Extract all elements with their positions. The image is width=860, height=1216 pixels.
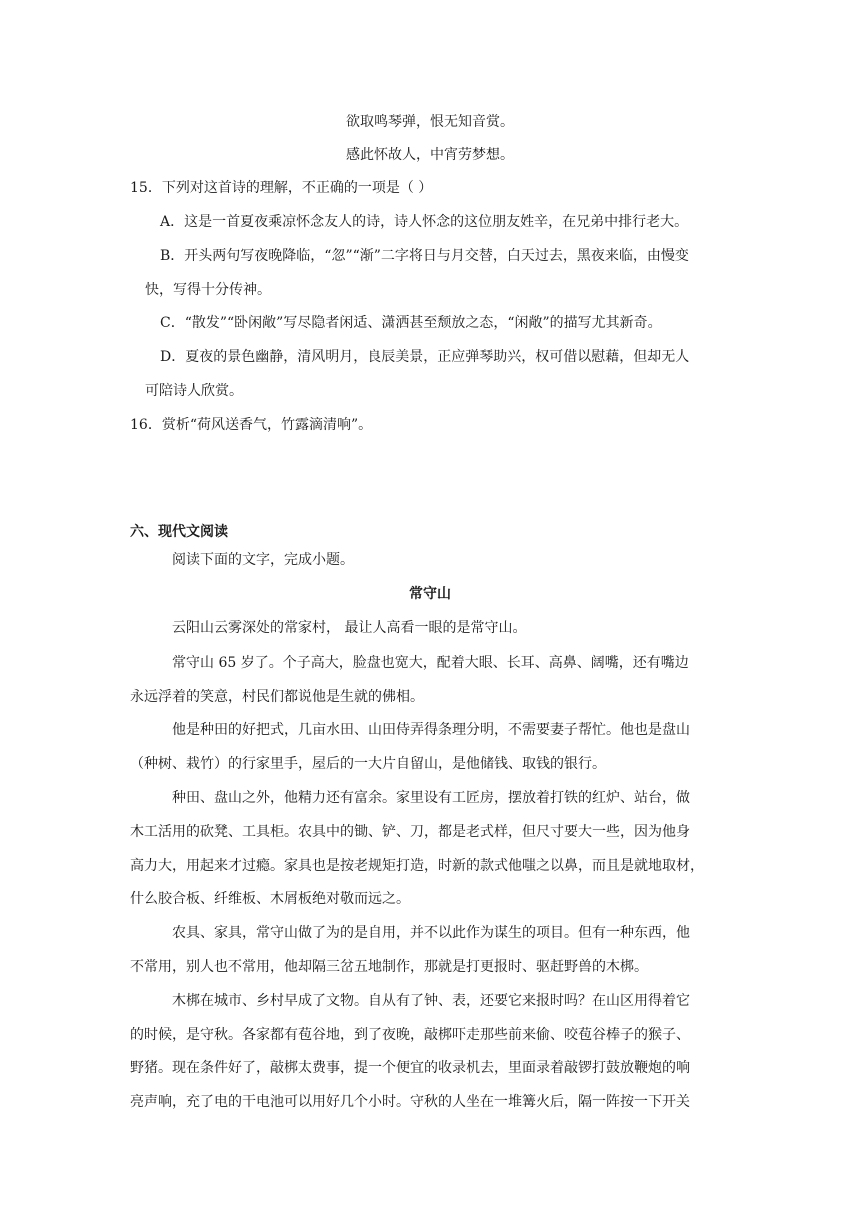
paragraph-line: 种田、盘山之外，他精力还有富余。家里设有工匠房，摆放着打铁的红炉、站台，做 — [172, 790, 690, 806]
paragraph-line: 农具、家具，常守山做了为的是自用，并不以此作为谋生的项目。但有一种东西，他 — [172, 925, 690, 941]
paragraph-line: 永远浮着的笑意，村民们都说他是生就的佛相。 — [130, 689, 424, 705]
section-instruction: 阅读下面的文字，完成小题。 — [172, 552, 354, 568]
paragraph-line: 常守山 65 岁了。个子高大，脸盘也宽大，配着大眼、长耳、高鼻、阔嘴，还有嘴边 — [172, 655, 689, 671]
poem-line-1: 欲取鸣琴弹，恨无知音赏。 — [346, 114, 514, 130]
article-title: 常守山 — [409, 586, 451, 602]
paragraph-line: 不常用，别人也不常用，他却隔三岔五地制作，那就是打更报时、驱赶野兽的木梆。 — [130, 959, 648, 975]
option-b-line-1: B．开头两句写夜晚降临，“忽”“渐”二字将日与月交替，白天过去，黑夜来临，由慢变 — [160, 248, 689, 264]
paragraph-line: 木工活用的砍凳、工具柜。农具中的锄、铲、刀，都是老式样，但尺寸要大一些，因为他身 — [130, 824, 690, 840]
paragraph-line: 什么胶合板、纤维板、木屑板绝对敬而远之。 — [130, 891, 410, 907]
paragraph-line: （种树、栽竹）的行家里手，屋后的一大片自留山，是他储钱、取钱的银行。 — [130, 756, 606, 772]
option-c: C．“散发”“卧闲敞”写尽隐者闲适、潇洒甚至颓放之态，“闲敞”的描写尤其新奇。 — [160, 315, 662, 331]
option-b-line-2: 快，写得十分传神。 — [145, 282, 271, 298]
option-a: A．这是一首夏夜乘凉怀念友人的诗，诗人怀念的这位朋友姓辛，在兄弟中排行老大。 — [160, 214, 689, 230]
paragraph-line: 亮声响，充了电的干电池可以用好几个小时。守秋的人坐在一堆篝火后，隔一阵按一下开关 — [130, 1094, 690, 1110]
paragraph-line: 的时候，是守秋。各家都有苞谷地，到了夜晚，敲梆吓走那些前来偷、咬苞谷棒子的猴子、 — [130, 1027, 690, 1043]
question-15-stem: 15．下列对这首诗的理解，不正确的一项是（ ） — [130, 180, 433, 196]
paragraph-line: 云阳山云雾深处的常家村， 最让人高看一眼的是常守山。 — [172, 620, 527, 636]
paragraph-line: 木梆在城市、乡村早成了文物。自从有了钟、表，还要它来报时吗？在山区用得着它 — [172, 993, 690, 1009]
paragraph-line: 野猪。现在条件好了，敲梆太费事，提一个便宜的收录机去，里面录着敲锣打鼓放鞭炮的响 — [130, 1060, 690, 1076]
option-d-line-1: D．夏夜的景色幽静，清风明月，良辰美景，正应弹琴助兴，权可借以慰藉，但却无人 — [160, 349, 690, 365]
poem-line-2: 感此怀故人，中宵劳梦想。 — [346, 147, 514, 163]
paragraph-line: 他是种田的好把式，几亩水田、山田侍弄得条理分明，不需要妻子帮忙。他也是盘山 — [172, 722, 690, 738]
section-heading: 六、现代文阅读 — [130, 524, 228, 540]
question-16-stem: 16．赏析“荷风送香气，竹露滴清响”。 — [130, 417, 373, 433]
paragraph-line: 高力大，用起来才过瘾。家具也是按老规矩打造，时新的款式他嗤之以鼻，而且是就地取材， — [130, 858, 704, 874]
option-d-line-2: 可陪诗人欣赏。 — [145, 383, 243, 399]
